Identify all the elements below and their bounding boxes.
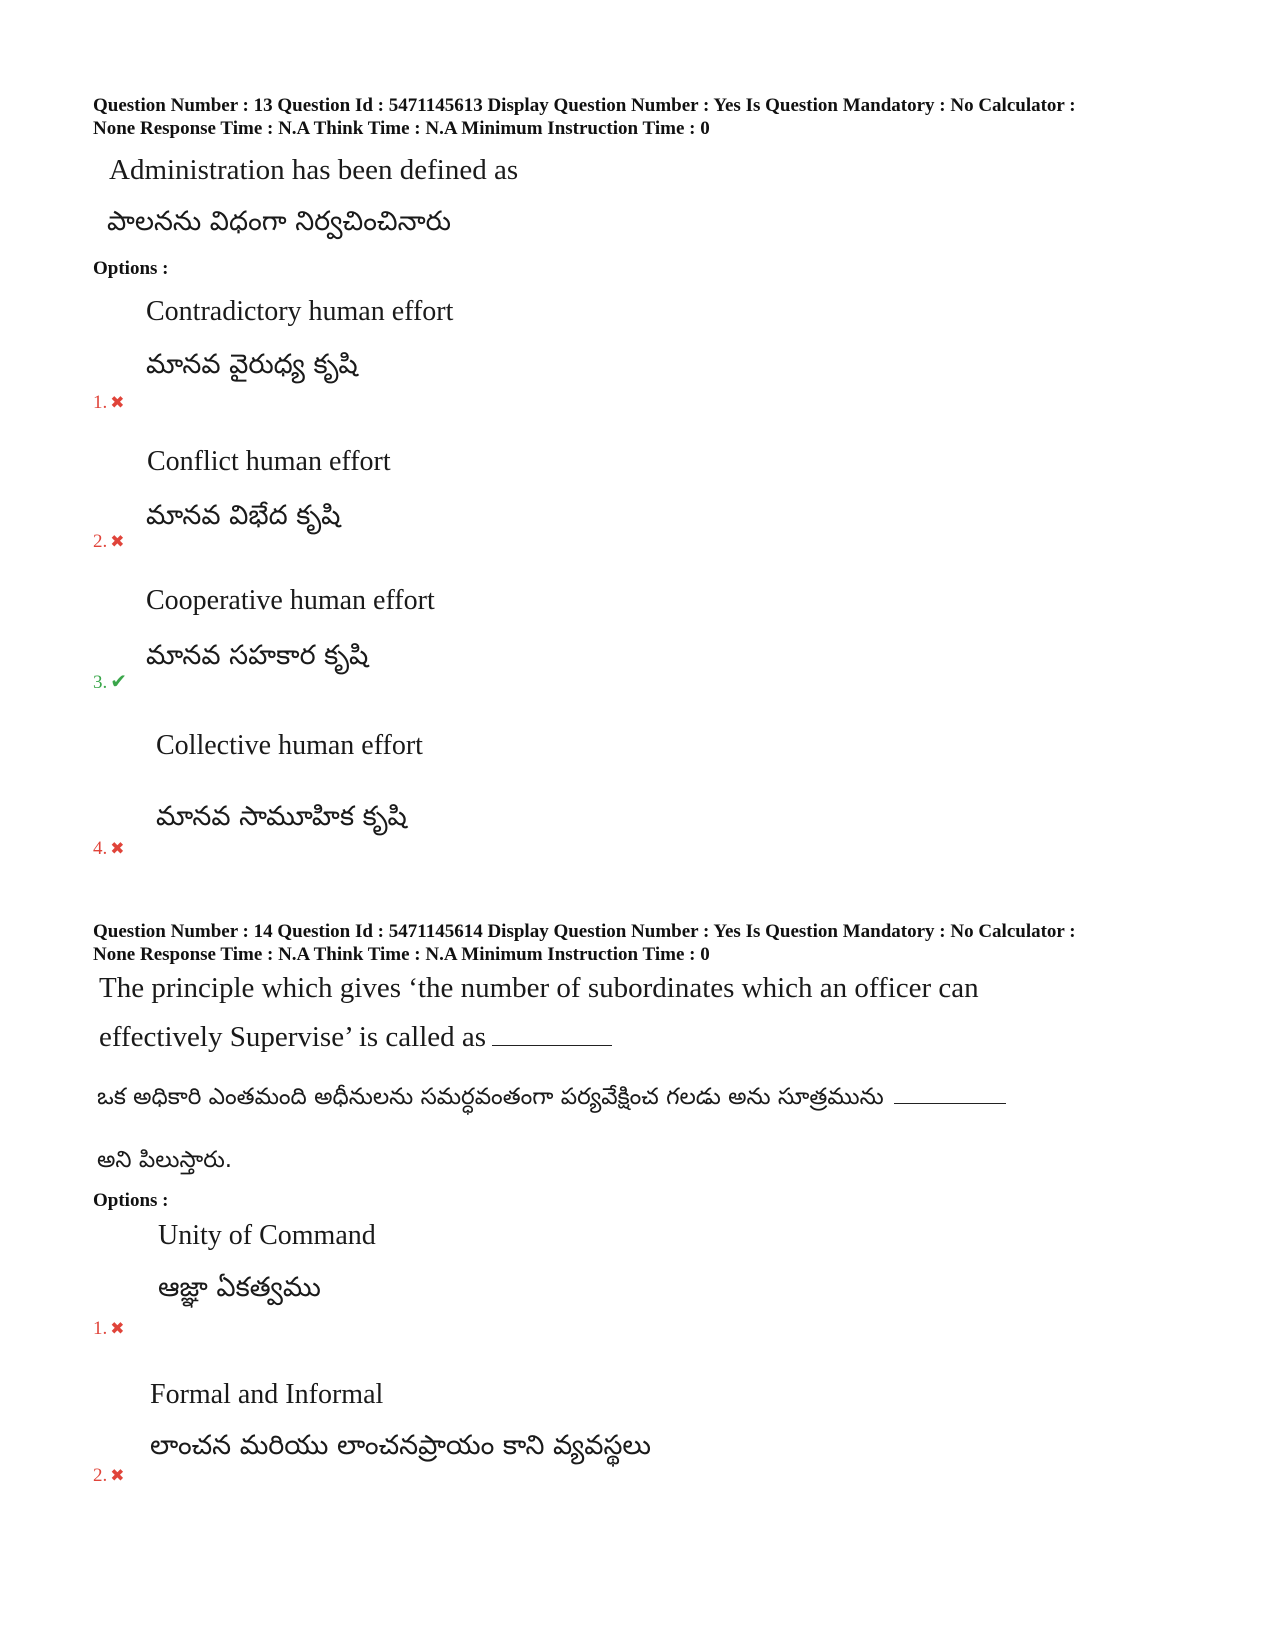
question-text-telugu-line-1-text: ఒక అధికారి ఎంతమంది అధీనులను సమర్ధవంతంగా పర్యవేక్షించ గలడు అను సూత్రమును bbox=[97, 1084, 884, 1110]
option-text-english: Contradictory human effort bbox=[146, 296, 454, 327]
question-text-telugu-line-1 bbox=[97, 1080, 1006, 1114]
question-text-english-line-1: The principle which gives ‘the number of subordinates which an officer can bbox=[99, 972, 979, 1004]
option-text-telugu: మానవ సామూహిక కృషి bbox=[156, 801, 407, 832]
option-number: 3. bbox=[93, 672, 108, 693]
question-text-telugu: పాలనను విధంగా నిర్వచించినారు bbox=[107, 206, 451, 237]
option-text-english: Cooperative human effort bbox=[146, 585, 435, 616]
cross-icon: ✖ bbox=[110, 1319, 125, 1338]
question-text-english: Administration has been defined as bbox=[109, 154, 519, 186]
option-text-telugu: మానవ వైరుధ్య కృషి bbox=[146, 349, 358, 380]
question-header bbox=[93, 94, 1213, 140]
option-text-telugu: ఆజ్ఞా ఏకత్వము bbox=[158, 1272, 321, 1303]
option-text-english: Unity of Command bbox=[158, 1220, 376, 1251]
cross-icon: ✖ bbox=[110, 839, 125, 858]
option-text-telugu: మానవ విభేద కృషి bbox=[146, 500, 341, 531]
question-header-line-2: None Response Time : N.A Think Time : N.A Minimum Instruction Time : 0 bbox=[93, 944, 710, 965]
option-text-telugu: మానవ సహకార కృషి bbox=[146, 640, 369, 671]
option-number: 1. bbox=[93, 1318, 108, 1339]
options-label: Options : bbox=[93, 258, 169, 279]
option-text-english: Collective human effort bbox=[156, 730, 423, 761]
option-marker bbox=[93, 1465, 125, 1487]
options-label: Options : bbox=[93, 1190, 169, 1211]
option-marker bbox=[93, 1318, 125, 1340]
option-number: 2. bbox=[93, 531, 108, 552]
check-icon: ✔ bbox=[110, 671, 128, 693]
option-text-english: Formal and Informal bbox=[150, 1379, 384, 1410]
question-header-line-1: Question Number : 13 Question Id : 5471145613 Display Question Number : Yes Is Question Mandatory : No Calculator : bbox=[93, 95, 1076, 116]
cross-icon: ✖ bbox=[110, 393, 125, 412]
question-header bbox=[93, 920, 1213, 966]
option-marker bbox=[93, 838, 125, 860]
question-text-telugu-line-2: అని పిలుస్తారు. bbox=[97, 1147, 233, 1173]
option-marker bbox=[93, 531, 125, 553]
question-header-line-1: Question Number : 14 Question Id : 5471145614 Display Question Number : Yes Is Question Mandatory : No Calculator : bbox=[93, 921, 1076, 942]
option-number: 2. bbox=[93, 1465, 108, 1486]
option-number: 1. bbox=[93, 392, 108, 413]
question-text-english-line-2 bbox=[99, 1020, 612, 1054]
question-header-line-2: None Response Time : N.A Think Time : N.A Minimum Instruction Time : 0 bbox=[93, 118, 710, 139]
question-text-english-line-2-text: effectively Supervise’ is called as bbox=[99, 1021, 487, 1053]
answer-blank bbox=[492, 1023, 612, 1046]
option-marker bbox=[93, 392, 125, 414]
option-number: 4. bbox=[93, 838, 108, 859]
option-text-english: Conflict human effort bbox=[147, 446, 391, 477]
option-text-telugu: లాంచన మరియు లాంచనప్రాయం కాని వ్యవస్థలు bbox=[150, 1430, 651, 1461]
cross-icon: ✖ bbox=[110, 532, 125, 551]
cross-icon: ✖ bbox=[110, 1466, 125, 1485]
option-marker bbox=[93, 671, 127, 694]
answer-blank bbox=[894, 1081, 1006, 1104]
